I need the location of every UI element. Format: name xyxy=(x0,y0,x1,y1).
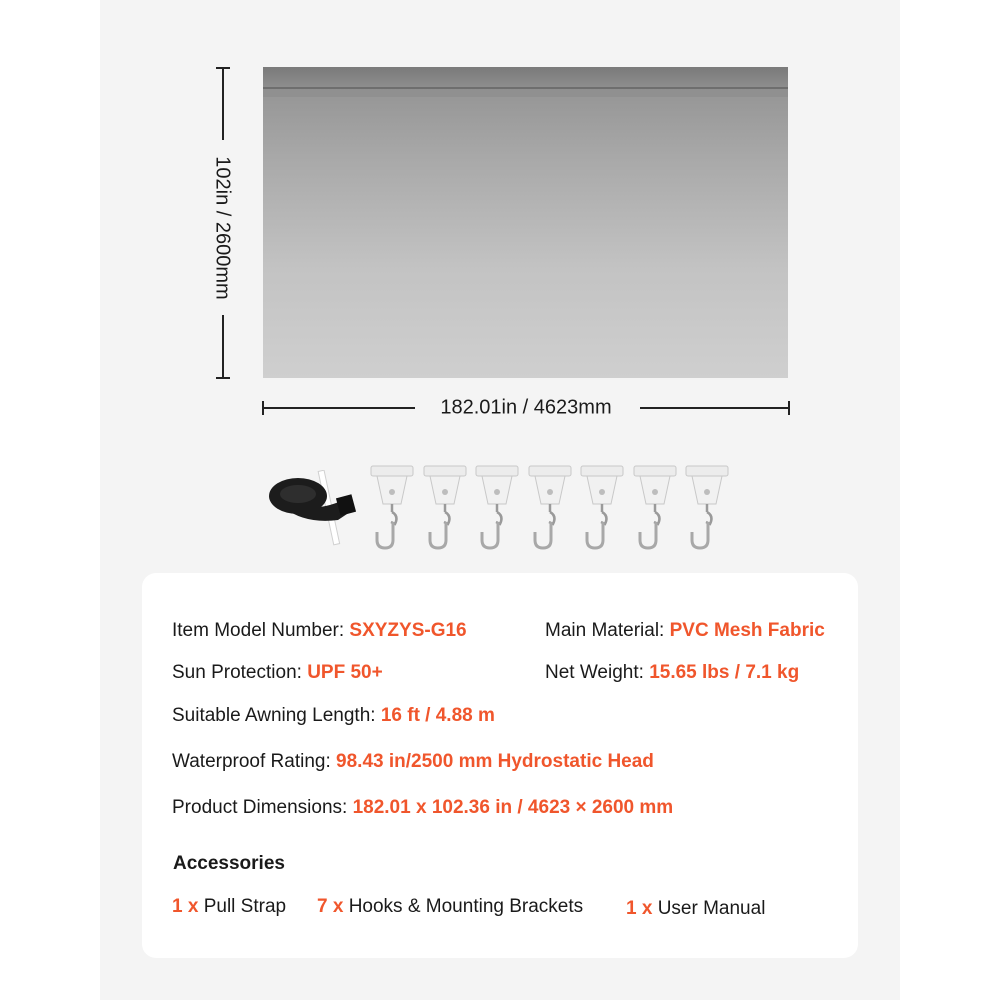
spec-awning xyxy=(172,705,495,727)
spec-waterproof-label: Waterproof Rating: xyxy=(172,751,337,772)
hook-bracket-icon xyxy=(527,464,573,550)
accessory-qty: 1 x xyxy=(172,896,199,917)
spec-sun-label: Sun Protection: xyxy=(172,662,308,683)
hook-bracket-icon xyxy=(369,464,415,550)
width-tick-right xyxy=(788,401,790,415)
sun-shade-image xyxy=(263,67,788,378)
height-label: 102in / 2600mm xyxy=(211,156,234,300)
accessory-name: User Manual xyxy=(652,898,766,919)
spec-sun-value: UPF 50+ xyxy=(307,662,383,683)
width-label: 182.01in / 4623mm xyxy=(440,396,612,419)
spec-waterproof-value: 98.43 in/2500 mm Hydrostatic Head xyxy=(336,751,654,772)
hook-bracket-icon xyxy=(474,464,520,550)
width-tick-left xyxy=(262,401,264,415)
spec-material-label: Main Material: xyxy=(545,620,670,641)
accessory-name: Pull Strap xyxy=(198,896,287,917)
spec-awning-label: Suitable Awning Length: xyxy=(172,705,381,726)
spec-model xyxy=(172,620,467,642)
accessory-item xyxy=(317,896,583,918)
spec-weight xyxy=(545,662,799,684)
height-tick-bottom xyxy=(216,377,230,379)
shade-top-rail xyxy=(263,67,788,89)
hook-bracket-icon xyxy=(422,464,468,550)
hook-bracket-icon xyxy=(579,464,625,550)
hook-bracket-icon xyxy=(684,464,730,550)
accessory-item xyxy=(626,898,765,920)
hook-bracket-icon xyxy=(632,464,678,550)
accessories-heading: Accessories xyxy=(173,853,285,874)
accessory-qty: 7 x xyxy=(317,896,344,917)
spec-material xyxy=(545,620,825,642)
spec-sun xyxy=(172,662,383,684)
spec-model-value: SXYZYS-G16 xyxy=(349,620,467,641)
spec-weight-value: 15.65 lbs / 7.1 kg xyxy=(649,662,800,683)
spec-dimensions-value: 182.01 x 102.36 in / 4623 × 2600 mm xyxy=(352,797,674,818)
spec-waterproof xyxy=(172,751,654,773)
accessory-item xyxy=(172,896,286,918)
height-tick-top xyxy=(216,67,230,69)
pull-strap-image xyxy=(268,470,363,555)
spec-material-value: PVC Mesh Fabric xyxy=(669,620,825,641)
shade-seam xyxy=(263,89,788,97)
accessory-name: Hooks & Mounting Brackets xyxy=(343,896,584,917)
spec-dimensions-label: Product Dimensions: xyxy=(172,797,353,818)
spec-awning-value: 16 ft / 4.88 m xyxy=(380,705,495,726)
spec-dimensions xyxy=(172,797,673,819)
accessory-qty: 1 x xyxy=(626,898,653,919)
spec-model-label: Item Model Number: xyxy=(172,620,350,641)
spec-weight-label: Net Weight: xyxy=(545,662,650,683)
